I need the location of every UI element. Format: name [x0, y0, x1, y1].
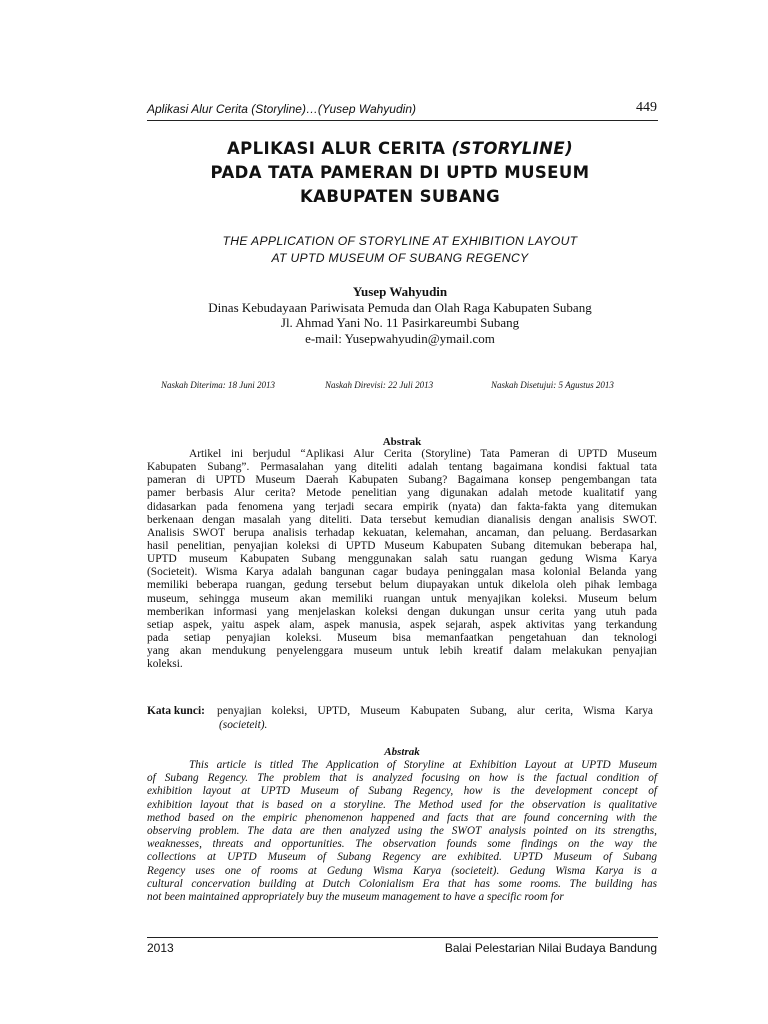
abstract-id-body — [147, 448, 657, 671]
abstract-line: (Societeit). Wisma Karya adalah bangunan cagar budaya peninggalan masa kolonial Belanda yang — [147, 566, 657, 579]
abstract-line: memberikan informasi yang menjelaskan koleksi dengan dukungan unsur cerita yang utuh pada — [147, 605, 657, 618]
author-name: Yusep Wahyudin — [352, 284, 448, 299]
header-rule — [147, 120, 658, 121]
abstract-line: exhibition layout at UPTD Museum of Subang Regency, how is the development concept of — [147, 785, 657, 798]
title-line-2: PADA TATA PAMERAN DI UPTD MUSEUM — [210, 163, 590, 182]
keywords-text: penyajian koleksi, UPTD, Museum Kabupaten Subang, alur cerita, Wisma Karya — [217, 705, 653, 717]
abstract-line: memiliki beberapa ruangan, gedung tersebut belum diupayakan untuk dikelola oleh pihak lembaga — [147, 579, 657, 592]
abstract-line: not been maintained appropriately buy the museum management to have a specific room for — [147, 890, 564, 903]
abstract-line: of Subang Regency. The problem that is analyzed focusing on how is the factual condition of — [147, 772, 657, 785]
abstract-line: setiap aspek, yaitu aspek alam, aspek manusia, aspek sejarah, aspek aktivitas yang terkandung — [147, 618, 657, 631]
keywords — [147, 704, 657, 732]
author-affiliation: Dinas Kebudayaan Pariwisata Pemuda dan Olah Raga Kabupaten Subang — [208, 299, 592, 315]
english-title-line-1: THE APPLICATION OF STORYLINE AT EXHIBITION LAYOUT — [222, 234, 578, 248]
keywords-line — [147, 704, 657, 718]
abstract-line: Artikel ini berjudul “Aplikasi Alur Cerita (Storyline) Tata Pameran di UPTD Museum — [189, 448, 657, 460]
abstract-line: pameran di UPTD Museum Daerah Kabupaten Subang? Bagaimana konsep pengembangan tata — [147, 474, 657, 487]
abstract-line: observing problem. The data are then analyzed using the SWOT analysis pointed on its strengths, — [147, 824, 657, 837]
running-head-title: Aplikasi Alur Cerita (Storyline)…(Yusep Wahyudin) — [147, 102, 416, 116]
abstract-id-heading: Abstrak — [382, 436, 422, 448]
abstract-line: pamer berbasis Alur cerita? Metode penelitian yang digunakan adalah metode kualitatif yang — [147, 487, 657, 500]
date-accepted: Naskah Disetujui: 5 Agustus 2013 — [491, 380, 614, 390]
footer-year: 2013 — [147, 941, 174, 955]
abstract-line: cultural concervation building at Dutch Colonialism Era that has some rooms. The building has — [147, 877, 657, 890]
abstract-line: yang akan mendukung penyelenggara museum untuk lebih kreatif dalam melakukan penyajian — [147, 645, 657, 658]
title-line-3: KABUPATEN SUBANG — [299, 187, 501, 206]
title-line-1 — [120, 137, 680, 161]
abstract-line: collections at UPTD Museum of Subang Regency are exhibited. UPTD Museum of Subang — [147, 851, 657, 864]
abstract-line: method based on the empiric phenomenon happened and facts that are found concerning with the — [147, 811, 657, 824]
running-head — [147, 100, 657, 118]
abstract-en-body — [147, 759, 657, 904]
article-title — [120, 137, 680, 209]
date-revised: Naskah Direvisi: 22 Juli 2013 — [325, 380, 434, 390]
keywords-continuation: (societeit). — [219, 719, 268, 731]
footer-rule — [147, 937, 658, 938]
english-title-line-2: AT UPTD MUSEUM OF SUBANG REGENCY — [271, 251, 529, 265]
abstract-line: koleksi. — [147, 658, 183, 671]
abstract-line: museum, sehingga museum akan memiliki ruangan untuk menyajikan koleksi. Museum belum — [147, 592, 657, 605]
english-title — [120, 233, 680, 267]
abstract-en-heading: Abstrak — [384, 746, 420, 758]
abstract-line: UPTD museum Kabupaten Subang menggunakan salah satu ruangan gedung Wisma Karya — [147, 553, 657, 566]
keywords-label: Kata kunci: — [147, 705, 205, 717]
abstract-line: berkenaan dengan masalah yang diteliti. Data tersebut kemudian dianalisis dengan analisis SWOT. — [147, 513, 657, 526]
abstract-line: pada setiap penyajian koleksi. Museum bisa memanfaatkan pengetahuan dan teknologi — [147, 631, 657, 644]
abstract-line: This article is titled The Application of Storyline at Exhibition Layout at UPTD Museum — [189, 759, 657, 771]
page-footer — [147, 941, 657, 957]
author-block — [120, 284, 680, 346]
abstract-line: didasarkan pada fenomena yang terjadi secara empirik (nyata) dan fakta-fakta yang ditemukan — [147, 500, 657, 513]
author-address: Jl. Ahmad Yani No. 11 Pasirkareumbi Subang — [280, 315, 520, 330]
page-number: 449 — [636, 100, 657, 115]
footer-publisher: Balai Pelestarian Nilai Budaya Bandung — [444, 941, 657, 955]
author-email: e-mail: Yusepwahyudin@ymail.com — [305, 330, 495, 346]
abstract-line: exhibition layout that is based on a storyline. The Method used for the observation is qualitative — [147, 798, 657, 811]
abstract-line: Regency uses one of rooms at Gedung Wisma Karya (societeit). Gedung Wisma Karya is a — [147, 864, 657, 877]
date-received: Naskah Diterima: 18 Juni 2013 — [161, 380, 275, 390]
title-line-1-text: APLIKASI ALUR CERITA — [226, 139, 452, 158]
title-line-1-emphasis: (STORYLINE) — [451, 139, 574, 158]
abstract-line: Analisis SWOT berupa analisis terhadap kekuatan, kelemahan, ancaman, dan peluang. Berdasarkan — [147, 526, 657, 539]
abstract-line: weaknesses, threats and opportunities. The observation founds some findings on the way the — [147, 838, 657, 851]
abstract-line: hasil penelitian, penyajian koleksi di UPTD Museum Kabupaten Subang ditemukan beberapa hal, — [147, 539, 657, 552]
abstract-line: Kabupaten Subang”. Permasalahan yang diteliti adalah tentang bagaimana kondisi faktual tata — [147, 461, 657, 474]
